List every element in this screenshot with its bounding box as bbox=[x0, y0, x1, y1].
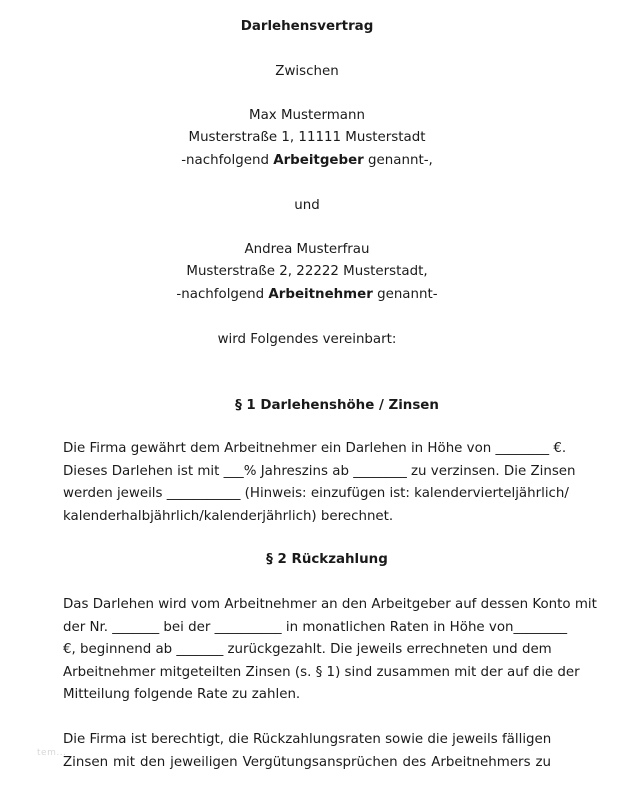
party2-role: Arbeitnehmer bbox=[268, 287, 373, 302]
section2-paragraph-1 bbox=[63, 594, 597, 707]
party2-name: Andrea Musterfrau bbox=[244, 242, 370, 257]
section1-line: Die Firma gewährt dem Arbeitnehmer ein Darlehen in Höhe von ________ €. bbox=[63, 441, 567, 456]
section2-heading: § 2 Rückzahlung bbox=[266, 552, 388, 567]
party1-role-line bbox=[0, 153, 614, 168]
section2-line: €, beginnend ab _______ zurückgezahlt. Die jeweils errechneten und dem bbox=[63, 642, 552, 657]
section1-paragraph bbox=[63, 438, 576, 528]
agreement-intro: wird Folgendes vereinbart: bbox=[217, 332, 397, 347]
section2-line: Zinsen mit den jeweiligen Vergütungsansprüchen des Arbeitnehmers zu bbox=[63, 754, 551, 770]
section2-line: Die Firma ist berechtigt, die Rückzahlungsraten sowie die jeweils fälligen bbox=[63, 732, 552, 747]
party2-role-prefix: -nachfolgend bbox=[176, 287, 269, 302]
section1-line: werden jeweils ___________ (Hinweis: einzufügen ist: kalendervierteljährlich/ bbox=[63, 486, 569, 501]
party1-name: Max Mustermann bbox=[249, 108, 365, 123]
party2-address: Musterstraße 2, 22222 Musterstadt, bbox=[186, 264, 428, 279]
watermark: tem... bbox=[37, 748, 67, 758]
party1-address: Musterstraße 1, 11111 Musterstadt bbox=[188, 130, 426, 145]
party1-role-prefix: -nachfolgend bbox=[181, 153, 274, 168]
document-title: Darlehensvertrag bbox=[240, 19, 374, 34]
section1-heading: § 1 Darlehenshöhe / Zinsen bbox=[235, 398, 439, 413]
section2-paragraph-2 bbox=[63, 729, 551, 774]
party2-role-line bbox=[0, 287, 614, 302]
section2-line: Mitteilung folgende Rate zu zahlen. bbox=[63, 687, 301, 702]
section2-line: der Nr. _______ bei der __________ in monatlichen Raten in Höhe von________ bbox=[63, 619, 568, 635]
party2-role-suffix: genannt- bbox=[372, 287, 438, 302]
section1-line: kalenderhalbjährlich/kalenderjährlich) berechnet. bbox=[63, 508, 394, 524]
section1-line: Dieses Darlehen ist mit ___% Jahreszins ab ________ zu verzinsen. Die Zinsen bbox=[63, 463, 576, 479]
section2-line: Das Darlehen wird vom Arbeitnehmer an den Arbeitgeber auf dessen Konto mit bbox=[63, 597, 597, 612]
and-label: und bbox=[294, 198, 320, 213]
party1-role: Arbeitgeber bbox=[273, 153, 364, 168]
between-label: Zwischen bbox=[275, 64, 339, 79]
section2-line: Arbeitnehmer mitgeteilten Zinsen (s. § 1) sind zusammen mit der auf die der bbox=[63, 664, 580, 680]
party1-role-suffix: genannt-, bbox=[363, 153, 433, 168]
